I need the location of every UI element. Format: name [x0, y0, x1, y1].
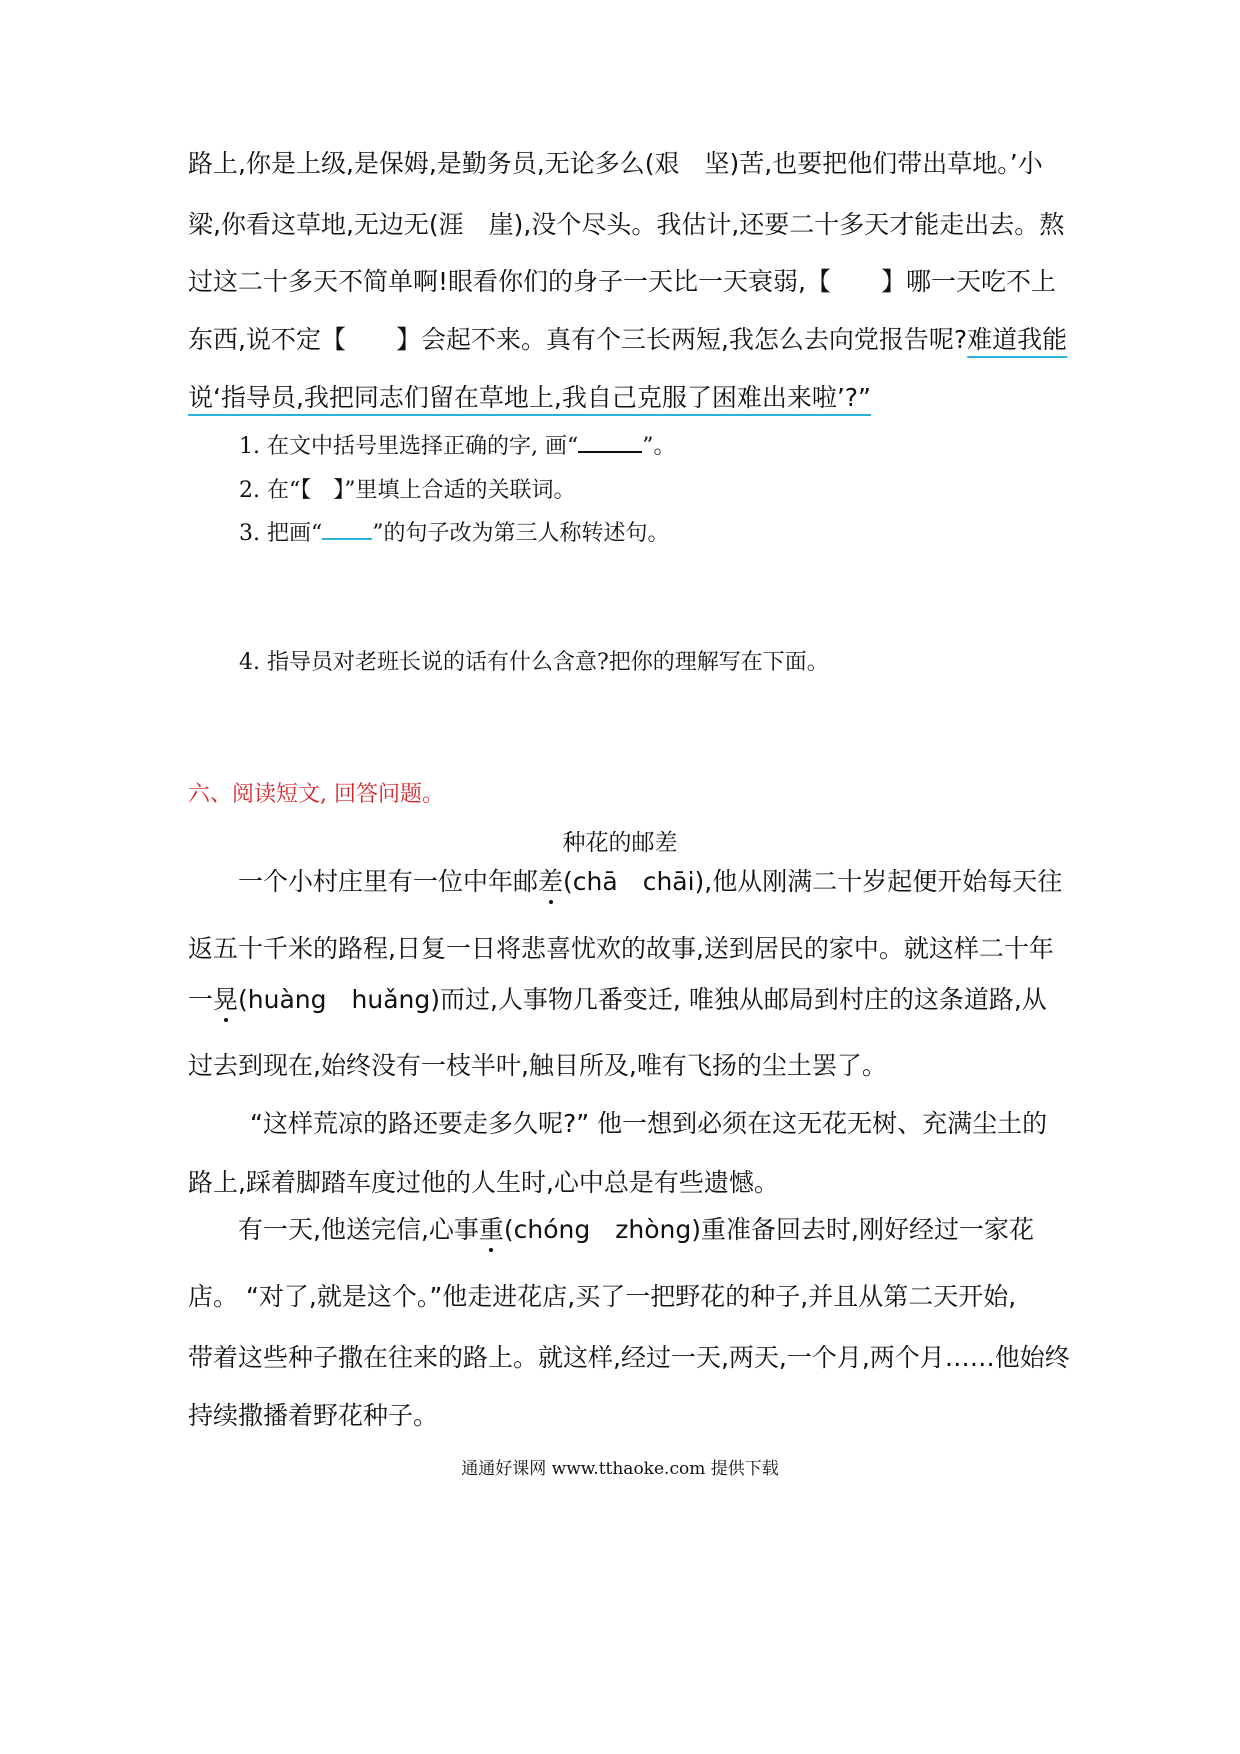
underlined-sentence-end: 说‘指导员,我把同志们留在草地上,我自己克服了困难出来啦’?”: [188, 383, 872, 412]
article-title: 种花的邮差: [562, 830, 678, 856]
question-3-text: 3. 把画“: [239, 521, 323, 546]
article-para3-line4: 持续撒播着野花种子。: [188, 1401, 439, 1430]
question-2: 2. 在“【 】”里填上合适的关联词。: [239, 478, 576, 503]
article-para2-line2: 路上,踩着脚踏车度过他的人生时,心中总是有些遗憾。: [188, 1168, 779, 1197]
text-run: (chóng zhòng)重准备回去时,刚好经过一家花: [503, 1215, 1034, 1244]
text-run: (chā chāi),他从刚满二十岁起便开始每天往: [563, 867, 1063, 896]
article-para1-line1: [238, 865, 1062, 899]
text-run: 一个小村庄里有一位中年邮: [238, 867, 539, 896]
question-3: [239, 519, 669, 549]
article-para3-line3: 带着这些种子撒在往来的路上。就这样,经过一天,两天,一个月,两个月……他始终: [188, 1343, 1070, 1372]
passage-line-4-text: 东西,说不定【 】会起不来。真有个三长两短,我怎么去向党报告呢?: [188, 325, 968, 354]
question-1-text: 1. 在文中括号里选择正确的字, 画“: [239, 434, 579, 459]
answer-blank-black: [578, 433, 642, 453]
dotted-char: 重: [478, 1215, 504, 1244]
article-para3-line2: 店。 “对了,就是这个。”他走进花店,买了一把野花的种子,并且从第二天开始,: [188, 1282, 1017, 1311]
question-1: [239, 432, 675, 462]
article-para1-line3: [188, 983, 1047, 1017]
question-3-end: ”的句子改为第三人称转述句。: [372, 521, 670, 546]
passage-line-5: [188, 381, 871, 415]
article-para3-line1: [238, 1213, 1034, 1247]
article-para2-line1: “这样荒凉的路还要走多久呢?” 他一想到必须在这无花无树、充满尘土的: [250, 1109, 1048, 1138]
text-run: 一: [188, 985, 214, 1014]
question-1-end: ”。: [642, 434, 676, 459]
underlined-sentence-start: 难道我能: [967, 325, 1068, 354]
passage-line-2: 梁,你看这草地,无边无(涯 崖),没个尽头。我估计,还要二十多天才能走出去。熬: [188, 210, 1065, 239]
page-footer: 通通好课网 www.tthaoke.com 提供下载: [461, 1459, 779, 1479]
passage-line-4: [188, 323, 1067, 357]
dotted-char: 差: [538, 867, 564, 896]
answer-blank-cyan: [322, 520, 372, 540]
article-para1-line2: 返五十千米的路程,日复一日将悲喜忧欢的故事,送到居民的家中。就这样二十年: [188, 934, 1054, 963]
passage-line-3: 过这二十多天不简单啊!眼看你们的身子一天比一天衰弱,【 】哪一天吃不上: [188, 267, 1056, 296]
section-heading: 六、阅读短文, 回答问题。: [188, 782, 444, 807]
article-para1-line4: 过去到现在,始终没有一枝半叶,触目所及,唯有飞扬的尘土罢了。: [188, 1051, 887, 1080]
text-run: 有一天,他送完信,心事: [238, 1215, 479, 1244]
question-4: 4. 指导员对老班长说的话有什么含意?把你的理解写在下面。: [239, 650, 829, 675]
text-run: (huàng huǎng)而过,人事物几番变迁, 唯独从邮局到村庄的这条道路,从: [238, 985, 1047, 1014]
dotted-char: 晃: [213, 985, 239, 1014]
passage-line-1: 路上,你是上级,是保姆,是勤务员,无论多么(艰 坚)苦,也要把他们带出草地。’小: [188, 149, 1043, 178]
